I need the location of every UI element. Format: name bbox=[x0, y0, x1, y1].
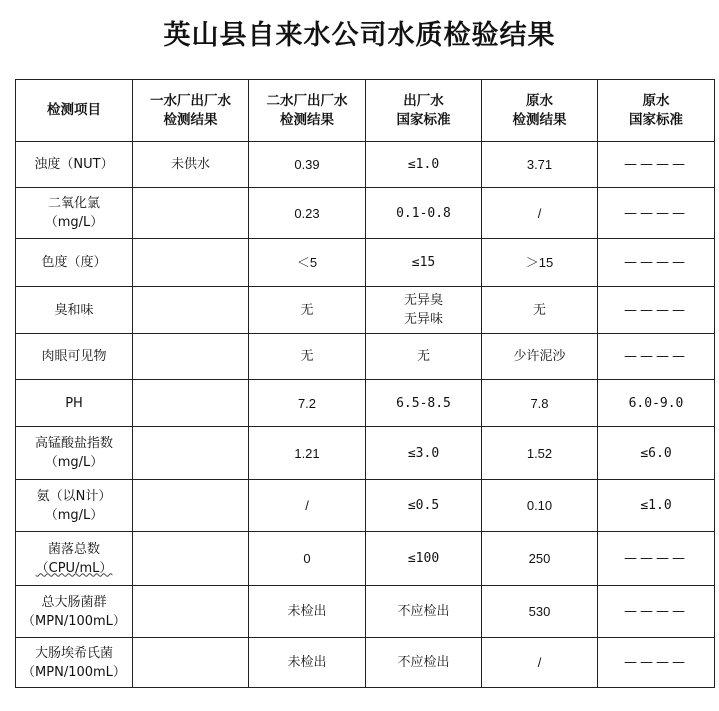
cell-raw-standard: ———— bbox=[598, 142, 715, 188]
cell-plant2: ＜5 bbox=[249, 239, 366, 287]
cell-raw-standard: ———— bbox=[598, 334, 715, 380]
cell-outlet-standard: 无异臭 无异味 bbox=[366, 287, 482, 334]
cell-plant1 bbox=[133, 380, 249, 427]
cell-item: 二氧化氯 （mg/L） bbox=[16, 188, 133, 239]
cell-outlet-standard: ≤100 bbox=[366, 532, 482, 586]
cell-outlet-standard: ≤1.0 bbox=[366, 142, 482, 188]
cell-plant2: 无 bbox=[249, 334, 366, 380]
cell-plant1 bbox=[133, 239, 249, 287]
table-row bbox=[16, 188, 715, 239]
cell-outlet-standard: 6.5-8.5 bbox=[366, 380, 482, 427]
table-row bbox=[16, 334, 715, 380]
cell-raw: / bbox=[482, 638, 598, 688]
header-plant1-result: 一水厂出厂水 检测结果 bbox=[133, 80, 249, 142]
cell-plant1 bbox=[133, 188, 249, 239]
cell-raw: 少许泥沙 bbox=[482, 334, 598, 380]
cell-plant2: 0.23 bbox=[249, 188, 366, 239]
cell-plant1: 未供水 bbox=[133, 142, 249, 188]
cell-item: 大肠埃希氏菌 （MPN/100mL） bbox=[16, 638, 133, 688]
cell-raw-standard: ———— bbox=[598, 586, 715, 638]
cell-item: 臭和味 bbox=[16, 287, 133, 334]
cell-raw: / bbox=[482, 188, 598, 239]
cell-raw: 530 bbox=[482, 586, 598, 638]
cell-item: 总大肠菌群 （MPN/100mL） bbox=[16, 586, 133, 638]
table-row bbox=[16, 532, 715, 586]
cell-item: 肉眼可见物 bbox=[16, 334, 133, 380]
table-row bbox=[16, 142, 715, 188]
cell-plant1 bbox=[133, 586, 249, 638]
header-item: 检测项目 bbox=[16, 80, 133, 142]
cell-outlet-standard: 不应检出 bbox=[366, 586, 482, 638]
cell-plant2: 未检出 bbox=[249, 638, 366, 688]
cell-plant2: 7.2 bbox=[249, 380, 366, 427]
cell-plant1 bbox=[133, 638, 249, 688]
cell-raw-standard: ———— bbox=[598, 188, 715, 239]
table-row bbox=[16, 638, 715, 688]
cell-plant1 bbox=[133, 532, 249, 586]
table-row bbox=[16, 427, 715, 480]
cell-raw-standard: ≤1.0 bbox=[598, 480, 715, 532]
cell-plant2: 无 bbox=[249, 287, 366, 334]
cell-plant2: 1.21 bbox=[249, 427, 366, 480]
table-row bbox=[16, 239, 715, 287]
cell-plant2: 0.39 bbox=[249, 142, 366, 188]
table-row bbox=[16, 287, 715, 334]
cell-raw-standard: ———— bbox=[598, 532, 715, 586]
cell-outlet-standard: ≤15 bbox=[366, 239, 482, 287]
page-title: 英山县自来水公司水质检验结果 bbox=[163, 20, 556, 51]
table-header-row bbox=[16, 80, 715, 142]
cell-plant2: 0 bbox=[249, 532, 366, 586]
cell-raw: 无 bbox=[482, 287, 598, 334]
cell-item: PH bbox=[16, 380, 133, 427]
cell-raw: 3.71 bbox=[482, 142, 598, 188]
cell-outlet-standard: 不应检出 bbox=[366, 638, 482, 688]
header-outlet-standard: 出厂水 国家标准 bbox=[366, 80, 482, 142]
cell-outlet-standard: ≤3.0 bbox=[366, 427, 482, 480]
cell-item: 色度（度） bbox=[16, 239, 133, 287]
cell-raw: 7.8 bbox=[482, 380, 598, 427]
table-row bbox=[16, 586, 715, 638]
header-raw-standard: 原水 国家标准 bbox=[598, 80, 715, 142]
cell-raw: 1.52 bbox=[482, 427, 598, 480]
cell-plant2: / bbox=[249, 480, 366, 532]
cell-item: 氨（以N计） （mg/L） bbox=[16, 480, 133, 532]
water-quality-table bbox=[15, 79, 715, 688]
cell-outlet-standard: 0.1-0.8 bbox=[366, 188, 482, 239]
cell-item: 菌落总数 （CPU/mL） bbox=[16, 532, 133, 586]
cell-raw-standard: ———— bbox=[598, 638, 715, 688]
cell-raw-standard: 6.0-9.0 bbox=[598, 380, 715, 427]
cell-raw: 0.10 bbox=[482, 480, 598, 532]
cell-item: 浊度（NUT） bbox=[16, 142, 133, 188]
cell-raw-standard: ———— bbox=[598, 239, 715, 287]
cell-item: 高锰酸盐指数 （mg/L） bbox=[16, 427, 133, 480]
cell-plant1 bbox=[133, 427, 249, 480]
header-raw-result: 原水 检测结果 bbox=[482, 80, 598, 142]
cell-outlet-standard: ≤0.5 bbox=[366, 480, 482, 532]
cell-raw-standard: ———— bbox=[598, 287, 715, 334]
cell-plant1 bbox=[133, 287, 249, 334]
cell-outlet-standard: 无 bbox=[366, 334, 482, 380]
cell-raw-standard: ≤6.0 bbox=[598, 427, 715, 480]
cell-plant1 bbox=[133, 480, 249, 532]
table-row bbox=[16, 480, 715, 532]
cell-plant1 bbox=[133, 334, 249, 380]
cell-raw: 250 bbox=[482, 532, 598, 586]
header-plant2-result: 二水厂出厂水 检测结果 bbox=[249, 80, 366, 142]
cell-plant2: 未检出 bbox=[249, 586, 366, 638]
table-row bbox=[16, 380, 715, 427]
cell-raw: ＞15 bbox=[482, 239, 598, 287]
